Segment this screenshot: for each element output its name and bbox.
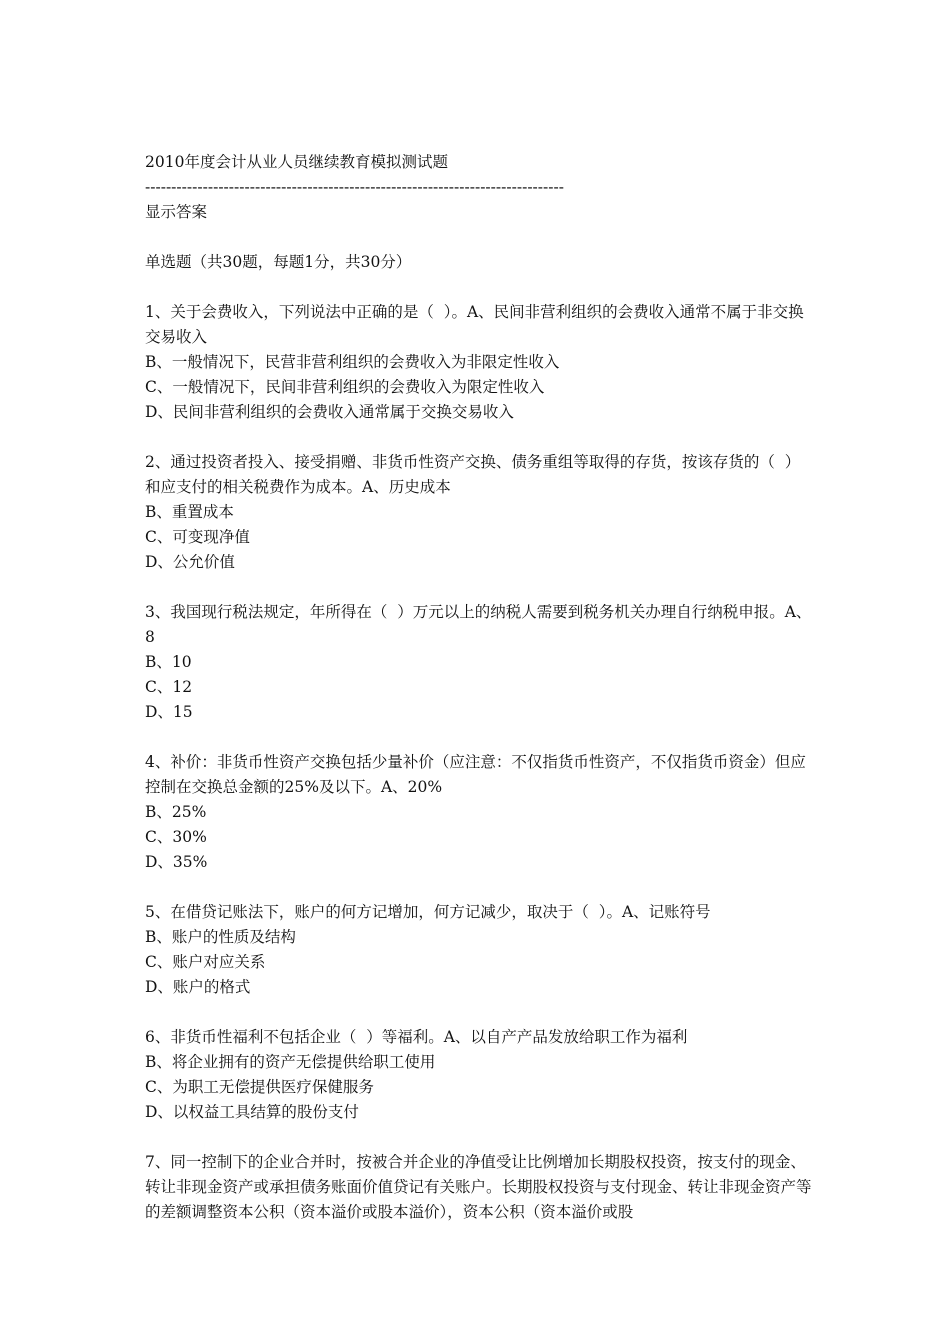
question-option: B、10 bbox=[145, 653, 192, 671]
question-stem: 4、补价：非货币性资产交换包括少量补价（应注意：不仅指货币性资产，不仅指货币资金）但应控制在交换总金额的25%及以下。A、20% bbox=[145, 753, 806, 796]
question-block bbox=[145, 300, 815, 425]
question-option: B、将企业拥有的资产无偿提供给职工使用 bbox=[145, 1053, 436, 1071]
question-option: D、35% bbox=[145, 853, 208, 871]
question-option: D、公允价值 bbox=[145, 553, 235, 571]
question-stem: 5、在借贷记账法下，账户的何方记增加，何方记减少，取决于（ ）。A、记账符号 bbox=[145, 903, 711, 921]
question-option: D、民间非营利组织的会费收入通常属于交换交易收入 bbox=[145, 403, 514, 421]
question-option: D、账户的格式 bbox=[145, 978, 251, 996]
question-option: D、15 bbox=[145, 703, 193, 721]
question-stem: 2、通过投资者投入、接受捐赠、非货币性资产交换、债务重组等取得的存货，按该存货的（ ）和应支付的相关税费作为成本。A、历史成本 bbox=[145, 453, 801, 496]
question-option: C、账户对应关系 bbox=[145, 953, 266, 971]
question-block bbox=[145, 900, 815, 1000]
section-header: 单选题（共30题，每题1分，共30分） bbox=[145, 253, 412, 271]
question-block bbox=[145, 450, 815, 575]
question-list bbox=[145, 300, 815, 1225]
question-block bbox=[145, 750, 815, 875]
question-option: C、可变现净值 bbox=[145, 528, 250, 546]
show-answer-link[interactable]: 显示答案 bbox=[145, 203, 208, 221]
question-stem: 1、关于会费收入，下列说法中正确的是（ ）。A、民间非营利组织的会费收入通常不属于非交换交易收入 bbox=[145, 303, 804, 346]
document-title: 2010年度会计从业人员继续教育模拟测试题 bbox=[145, 153, 448, 171]
separator-line: -------------------------------------------------------------------------------- bbox=[145, 178, 564, 196]
question-option: C、一般情况下，民间非营利组织的会费收入为限定性收入 bbox=[145, 378, 545, 396]
question-option: C、12 bbox=[145, 678, 193, 696]
question-option: B、账户的性质及结构 bbox=[145, 928, 296, 946]
question-option: D、以权益工具结算的股份支付 bbox=[145, 1103, 359, 1121]
question-block bbox=[145, 1150, 815, 1225]
question-block bbox=[145, 600, 815, 725]
question-option: B、重置成本 bbox=[145, 503, 234, 521]
question-stem: 7、同一控制下的企业合并时，按被合并企业的净值受让比例增加长期股权投资，按支付的现金、转让非现金资产或承担债务账面价值贷记有关账户。长期股权投资与支付现金、转让非现金资产等的差额调整资本公积（资本溢价或股本溢价），资本公积（资本溢价或股 bbox=[145, 1153, 812, 1221]
question-option: C、30% bbox=[145, 828, 207, 846]
document-body bbox=[145, 150, 815, 1225]
question-stem: 3、我国现行税法规定，年所得在（ ）万元以上的纳税人需要到税务机关办理自行纳税申报。A、8 bbox=[145, 603, 812, 646]
question-block bbox=[145, 1025, 815, 1125]
question-option: B、一般情况下，民营非营利组织的会费收入为非限定性收入 bbox=[145, 353, 560, 371]
question-option: C、为职工无偿提供医疗保健服务 bbox=[145, 1078, 374, 1096]
question-option: B、25% bbox=[145, 803, 207, 821]
question-stem: 6、非货币性福利不包括企业（ ）等福利。A、以自产产品发放给职工作为福利 bbox=[145, 1028, 688, 1046]
